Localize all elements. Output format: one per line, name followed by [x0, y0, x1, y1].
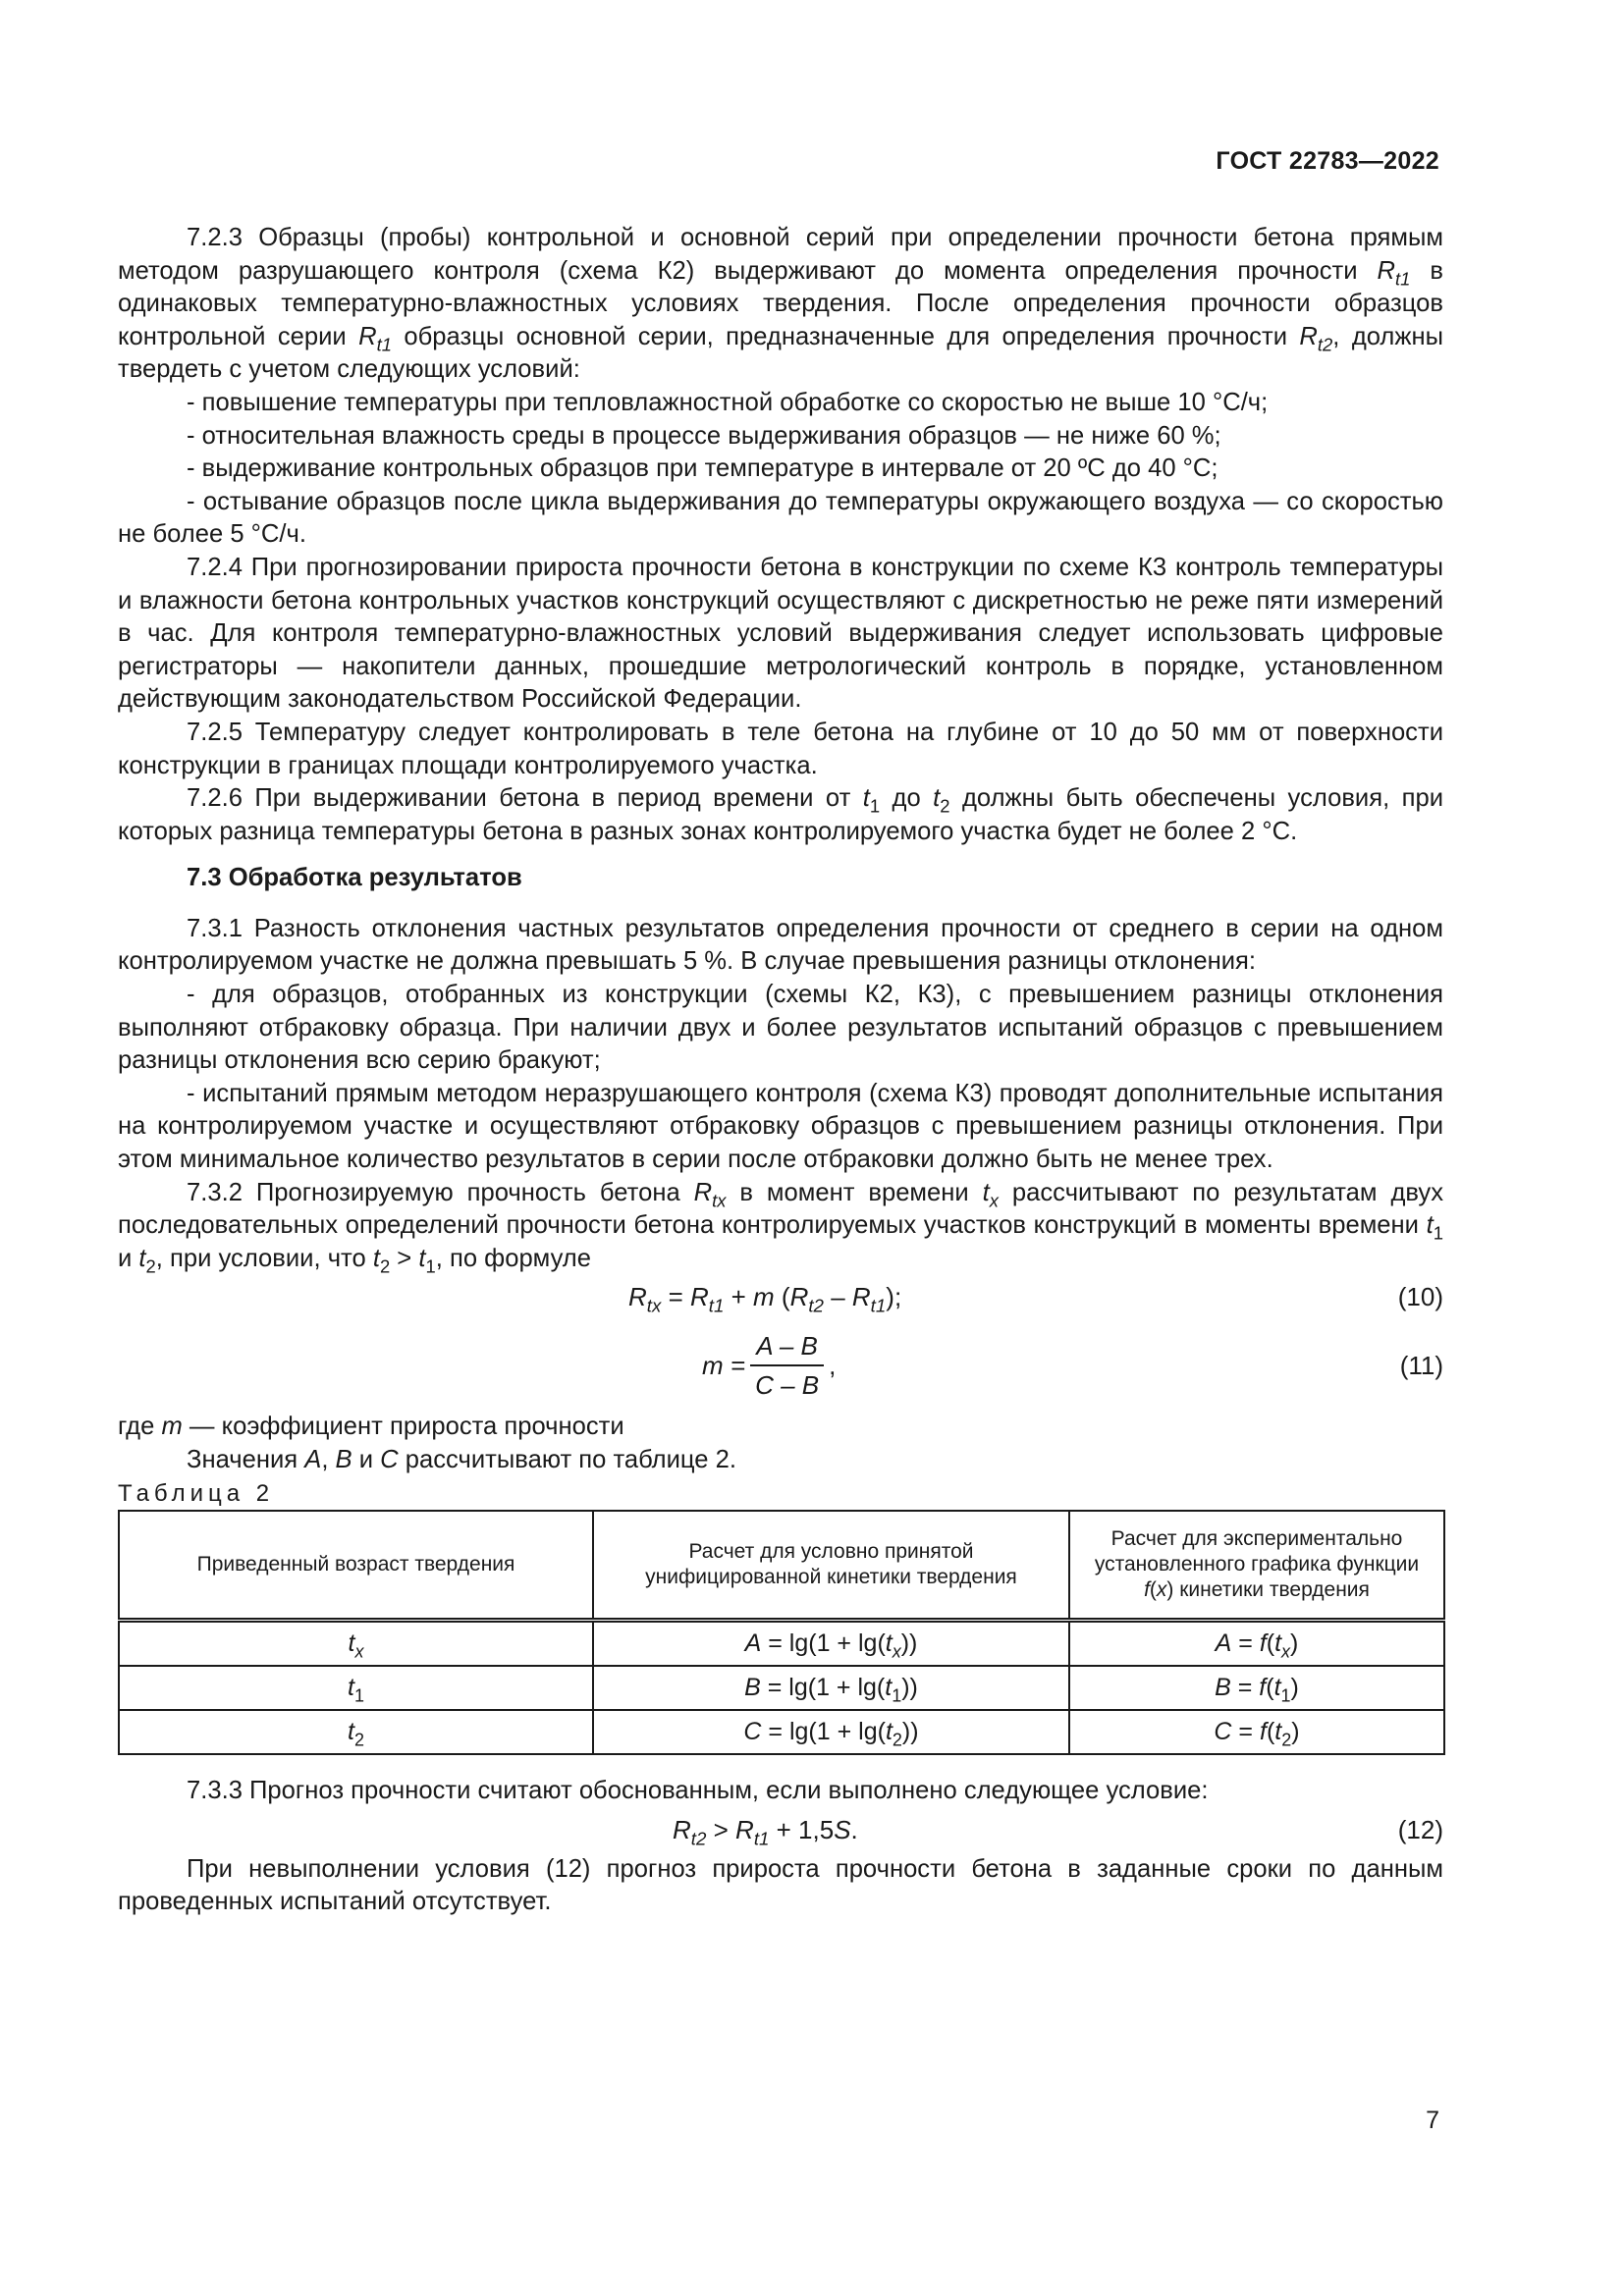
- formula-11-expression: [702, 1320, 836, 1411]
- formula-12: [118, 1808, 1443, 1853]
- paragraph-7-2-6: 7.2.6 При выдерживании бетона в период времени от $t_1$ до $t_2$ должны быть обеспечены условия, при которых разница температуры бетона в разных зонах контролируемого участка будет не более 2 °С.: [118, 784, 1444, 845]
- fraction: [749, 1329, 825, 1402]
- list-item: - остывание образцов после цикла выдерживания до температуры окружающего воздуха — со скоростью не более 5 °С/ч.: [118, 487, 1443, 549]
- table-cell: $t_1$: [119, 1666, 593, 1710]
- where-clause: где m — коэффициент прироста прочности: [118, 1413, 624, 1441]
- table-cell: $t_2$: [119, 1710, 593, 1754]
- values-note: Значения A, B и C рассчитывают по таблице 2.: [187, 1446, 736, 1473]
- list-item: - испытаний прямым методом неразрушающего контроля (схема К3) проводят дополнительные испытания на контролируемом участке и осуществляют отбраковку образцов с превышением разницы отклонения. При этом минимальное количество результатов в серии после отбраковки должно быть не менее трех.: [118, 1079, 1443, 1174]
- table-row: [119, 1710, 1444, 1754]
- table-header-cell: Расчет для экспериментально установленного графика функции f(x) кинетики твердения: [1069, 1511, 1444, 1621]
- paragraph-7-3-2: 7.3.2 Прогнозируемую прочность бетона $R_{tx}$ в момент времени $t_x$ рассчитывают по результатам двух последовательных определений прочности бетона контролируемых участков конструкций в моменты времени $t_1$ и $t_2$, при условии, что $t_2 > t_1$, по формуле: [118, 1178, 1444, 1277]
- table-cell: $t_x$: [119, 1621, 593, 1667]
- paragraph-7-3-1: 7.3.1 Разность отклонения частных результатов определения прочности от среднего в серии на одном контролируемом участке не должна превышать 5 %. В случае превышения разницы отклонения:: [118, 914, 1443, 976]
- formula-10: [118, 1275, 1443, 1320]
- table-cell: $A = f(t_x)$: [1069, 1621, 1444, 1667]
- page-number: 7: [1426, 2107, 1439, 2134]
- paragraph-7-3-3: 7.3.3 Прогноз прочности считают обоснованным, если выполнено следующее условие:: [187, 1777, 1209, 1805]
- section-title-7-3: 7.3 Обработка результатов: [187, 864, 522, 892]
- closing-paragraph: При невыполнении условия (12) прогноз прироста прочности бетона в заданные сроки по данным проведенных испытаний отсутствует.: [118, 1854, 1443, 1916]
- table-cell: $B = \lg(1 + \lg(t_1))$: [593, 1666, 1069, 1710]
- formula-10-number: (10): [1397, 1282, 1443, 1312]
- table-cell: $C = \lg(1 + \lg(t_2))$: [593, 1710, 1069, 1754]
- list-item: - повышение температуры при тепловлажностной обработке со скоростью не выше 10 °С/ч;: [187, 388, 1269, 416]
- table-row: [119, 1666, 1444, 1710]
- formula-12-number: (12): [1397, 1814, 1443, 1844]
- table-row: [119, 1621, 1444, 1667]
- table-caption: Таблица 2: [118, 1479, 275, 1507]
- table-2: [118, 1510, 1445, 1755]
- fraction-numerator: A – B: [750, 1329, 824, 1366]
- formula-11-number: (11): [1399, 1351, 1443, 1381]
- fraction-denominator: C – B: [755, 1370, 820, 1401]
- formula-11-trail: ,: [829, 1350, 837, 1380]
- table-header-cell: Расчет для условно принятой унифицированной кинетики твердения: [593, 1511, 1069, 1621]
- formula-11-lhs: m =: [702, 1350, 746, 1380]
- paragraph-7-2-3: 7.2.3 Образцы (пробы) контрольной и основной серий при определении прочности бетона прямым методом разрушающего контроля (схема К2) выдерживают до момента определения прочности $R_{t1}$ в одинаковых температурно-влажностных условиях твердения. После определения прочности образцов контрольной серии $R_{t1}$ образцы основной серии, предназначенные для определения прочности $R_{t2}$, должны твердеть с учетом следующих условий:: [118, 224, 1444, 384]
- document-code: ГОСТ 22783—2022: [1216, 147, 1439, 175]
- paragraph-7-2-5: 7.2.5 Температуру следует контролировать в теле бетона на глубине от 10 до 50 мм от поверхности конструкции в границах площади контролируемого участка.: [118, 718, 1443, 779]
- paragraph-7-2-4: 7.2.4 При прогнозировании прироста прочности бетона в конструкции по схеме К3 контроль температуры и влажности бетона контрольных участков конструкций осуществляют с дискретностью не реже пяти измерений в час. Для контроля температурно-влажностных условий выдерживания следует использовать цифровые регистраторы — накопители данных, прошедшие метрологический контроль в порядке, установленном действующим законодательством Российской Федерации.: [118, 553, 1443, 714]
- list-item: - для образцов, отобранных из конструкции (схемы К2, К3), с превышением разницы отклонения выполняют отбраковку образца. При наличии двух и более результатов испытаний образцов с превышением разницы отклонения всю серию бракуют;: [118, 981, 1443, 1075]
- table-header-cell: Приведенный возраст твердения: [119, 1511, 593, 1621]
- list-item: - выдерживание контрольных образцов при температуре в интервале от 20 ºС до 40 °С;: [187, 454, 1218, 483]
- table-cell: $A = \lg(1 + \lg(t_x))$: [593, 1621, 1069, 1667]
- table-cell: $B = f(t_1)$: [1069, 1666, 1444, 1710]
- table-header-row: [119, 1511, 1444, 1621]
- formula-12-expression: $R_{t2} > R_{t1} + 1,5S$.: [673, 1814, 858, 1849]
- formula-11: [118, 1320, 1443, 1411]
- formula-10-expression: $R_{tx} = R_{t1} + m$ $(R_{t2} - R_{t1})$;: [628, 1282, 902, 1316]
- table-cell: $C = f(t_2)$: [1069, 1710, 1444, 1754]
- list-item: - относительная влажность среды в процессе выдерживания образцов — не ниже 60 %;: [187, 421, 1221, 450]
- document-body: [118, 222, 1443, 1919]
